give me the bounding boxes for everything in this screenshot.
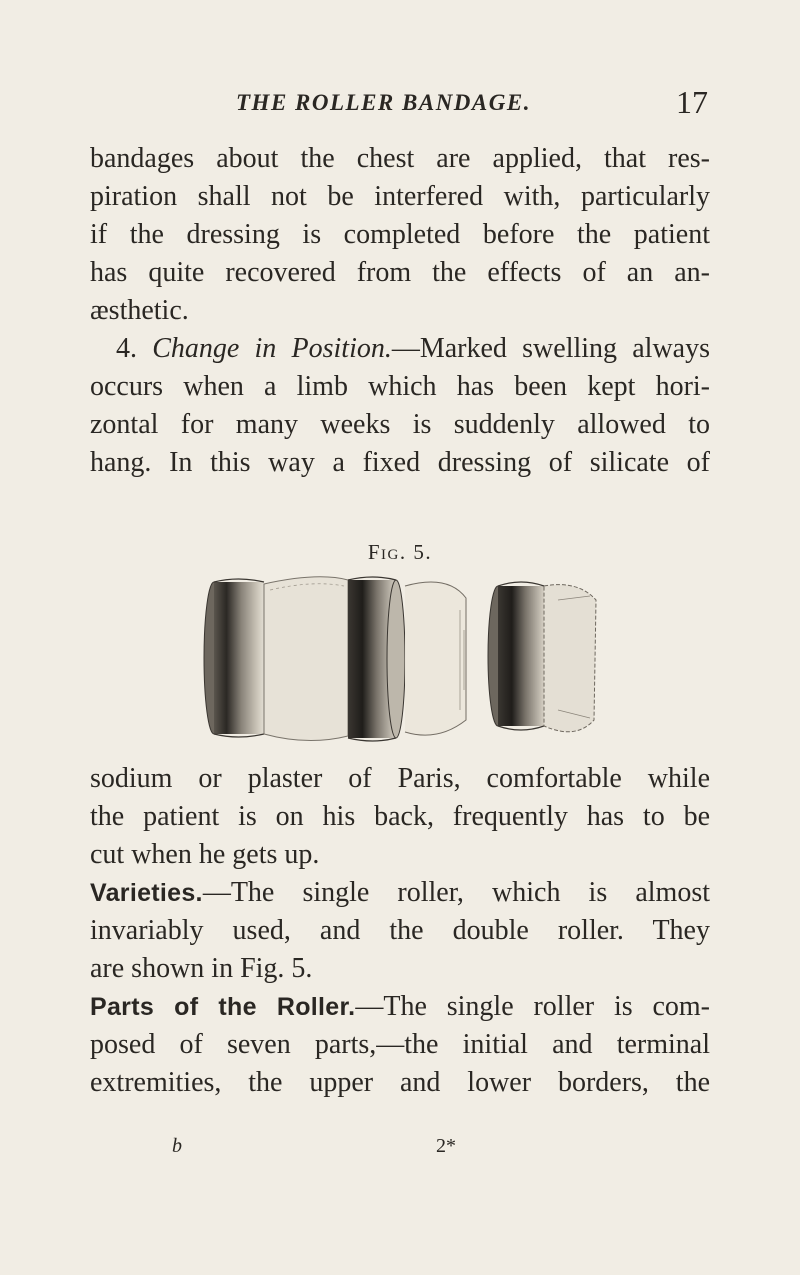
text-block-top (90, 140, 710, 482)
signature-mark: 2* (436, 1135, 456, 1157)
text-line: æsthetic. (90, 295, 189, 326)
section-heading-parts-of-the-roller: Parts of the Roller. (90, 993, 356, 1021)
text-run: —The single roller is com- (355, 991, 710, 1022)
section-heading-varieties: Varieties. (90, 879, 203, 907)
text-line: the patient is on his back, frequently has to be (90, 801, 710, 832)
paragraph-4-first-line (90, 330, 710, 368)
figure-caption: Fig. 5. (367, 540, 433, 564)
text-line: are shown in Fig. 5. (90, 953, 313, 984)
text-line: hang. In this way a fixed dressing of silicate of (90, 447, 710, 478)
paragraph-varieties-first-line (90, 874, 710, 912)
single-roller-drawing (488, 582, 596, 732)
text-line: bandages about the chest are applied, that res- (90, 143, 710, 174)
double-roller-drawing (204, 577, 466, 741)
text-line: extremities, the upper and lower borders, the (90, 1067, 710, 1098)
text-line: sodium or plaster of Paris, comfortable while (90, 763, 710, 794)
signature-letter: b (172, 1135, 182, 1157)
text-line: piration shall not be interfered with, particularly (90, 181, 710, 212)
text-run: —The single roller, which is almost (202, 877, 710, 908)
text-line: posed of seven parts,—the initial and terminal (90, 1029, 710, 1060)
roller-bandage-illustration (198, 570, 604, 746)
text-line: if the dressing is completed before the patient (90, 219, 710, 250)
text-line: cut when he gets up. (90, 839, 320, 870)
text-run: —Marked swelling always (391, 333, 710, 364)
signature-marks (0, 1135, 800, 1159)
section-heading-change-in-position: Change in Position. (152, 333, 392, 364)
text-line: has quite recovered from the effects of an an- (90, 257, 710, 288)
text-line: zontal for many weeks is suddenly allowed to (90, 409, 710, 440)
page-header (90, 86, 708, 126)
text-line: invariably used, and the double roller. They (90, 915, 710, 946)
paragraph-number: 4. (116, 333, 137, 364)
page-number: 17 (676, 84, 708, 120)
running-title: THE ROLLER BANDAGE. (236, 90, 531, 115)
paragraph-parts-first-line (90, 988, 710, 1026)
text-block-bottom (90, 760, 710, 1102)
text-line: occurs when a limb which has been kept hori- (90, 371, 710, 402)
